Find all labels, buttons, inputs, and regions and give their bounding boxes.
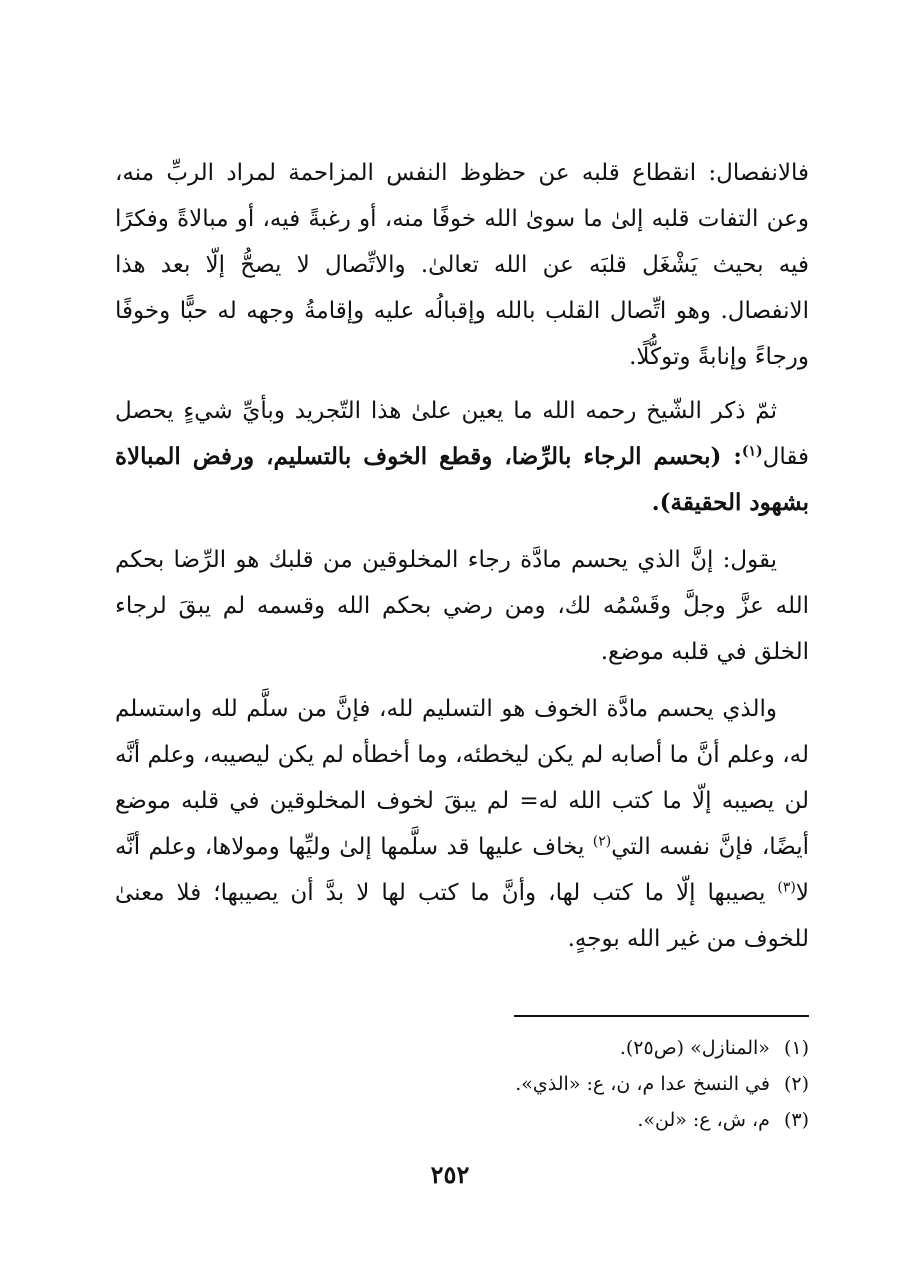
footnote-number: (١) xyxy=(783,1037,809,1059)
paragraph-text xyxy=(115,686,809,962)
footnote-2 xyxy=(300,1066,809,1102)
paragraph-hope xyxy=(115,537,809,675)
footnote-divider xyxy=(514,1015,809,1017)
footnote-text: م، ش، ع: «لن». xyxy=(637,1109,770,1131)
footnote-ref-1[interactable]: (١) xyxy=(741,443,763,460)
paragraph-intro: ثمّ ذكر الشّيخ رحمه الله ما يعين علىٰ هذا التّجريد وبأيِّ شيءٍ يحصل فقال xyxy=(115,398,809,470)
quoted-text: : (بحسم الرجاء بالرِّضا، وقطع الخوف بالتسليم، ورفض المبالاة بشهود الحقيقة). xyxy=(115,443,809,516)
footnote-ref-2[interactable]: (٢) xyxy=(592,833,612,850)
paragraph-sheikh-quote xyxy=(115,388,809,526)
paragraph-segment-a: والذي يحسم مادَّة الخوف هو التسليم لله، فإنَّ من سلَّم لله واستسلم له، وعلم أنَّ ما أصابه لم يكن ليخطئه، وما أخطأه لم يكن ليصيبه، وعلم أنَّه لن يصيبه إلّا ما كتب الله له= لم يبقَ لخوف المخلوقين في قلبه موضع أيضًا، فإنَّ نفسه التي xyxy=(115,696,809,860)
footnote-1 xyxy=(300,1030,809,1066)
paragraph-text xyxy=(115,388,809,526)
footnote-text: في النسخ عدا م، ن، ع: «الذي». xyxy=(515,1073,770,1095)
footnote-ref-3[interactable]: (٣) xyxy=(777,879,796,896)
paragraph-segment-b: يخاف عليها قد سلَّمها إلىٰ وليِّها ومولاها، وعلم أنَّه لا xyxy=(115,834,809,906)
footnote-number: (٢) xyxy=(783,1073,809,1095)
page-number: ٢٥٢ xyxy=(430,1160,470,1189)
paragraph-text: يقول: إنَّ الذي يحسم مادَّة رجاء المخلوقين من قلبك هو الرِّضا بحكم الله عزَّ وجلَّ وقَسْمُه لك، ومن رضي بحكم الله وقسمه لم يبقَ لرجاء الخلق في قلبه موضع. xyxy=(115,547,809,665)
footnote-3 xyxy=(300,1102,809,1138)
footnote-number: (٣) xyxy=(783,1109,809,1131)
footnote-text: «المنازل» (ص٢٥). xyxy=(619,1037,770,1059)
paragraph-text: فالانفصال: انقطاع قلبه عن حظوظ النفس المزاحمة لمراد الربِّ منه، وعن التفات قلبه إلىٰ ما سوىٰ الله خوفًا منه، أو رغبةً فيه، أو مبالاةً وفكرًا فيه بحيث يَشْغَل قلبَه عن الله تعالىٰ. والاتِّصال لا يصحُّ إلّا بعد هذا الانفصال. وهو اتِّصال القلب بالله وإقبالُه عليه وإقامةُ وجهه له حبًّا وخوفًا ورجاءً وإنابةً وتوكُّلًا. xyxy=(115,160,809,370)
paragraph-separation-connection xyxy=(115,150,809,380)
footnotes-section xyxy=(300,1030,809,1138)
paragraph-segment-c: يصيبها إلّا ما كتب لها، وأنَّ ما كتب لها لا بدَّ أن يصيبها؛ فلا معنىٰ للخوف من غير الله بوجهٍ. xyxy=(115,880,809,952)
paragraph-fear xyxy=(115,686,809,962)
